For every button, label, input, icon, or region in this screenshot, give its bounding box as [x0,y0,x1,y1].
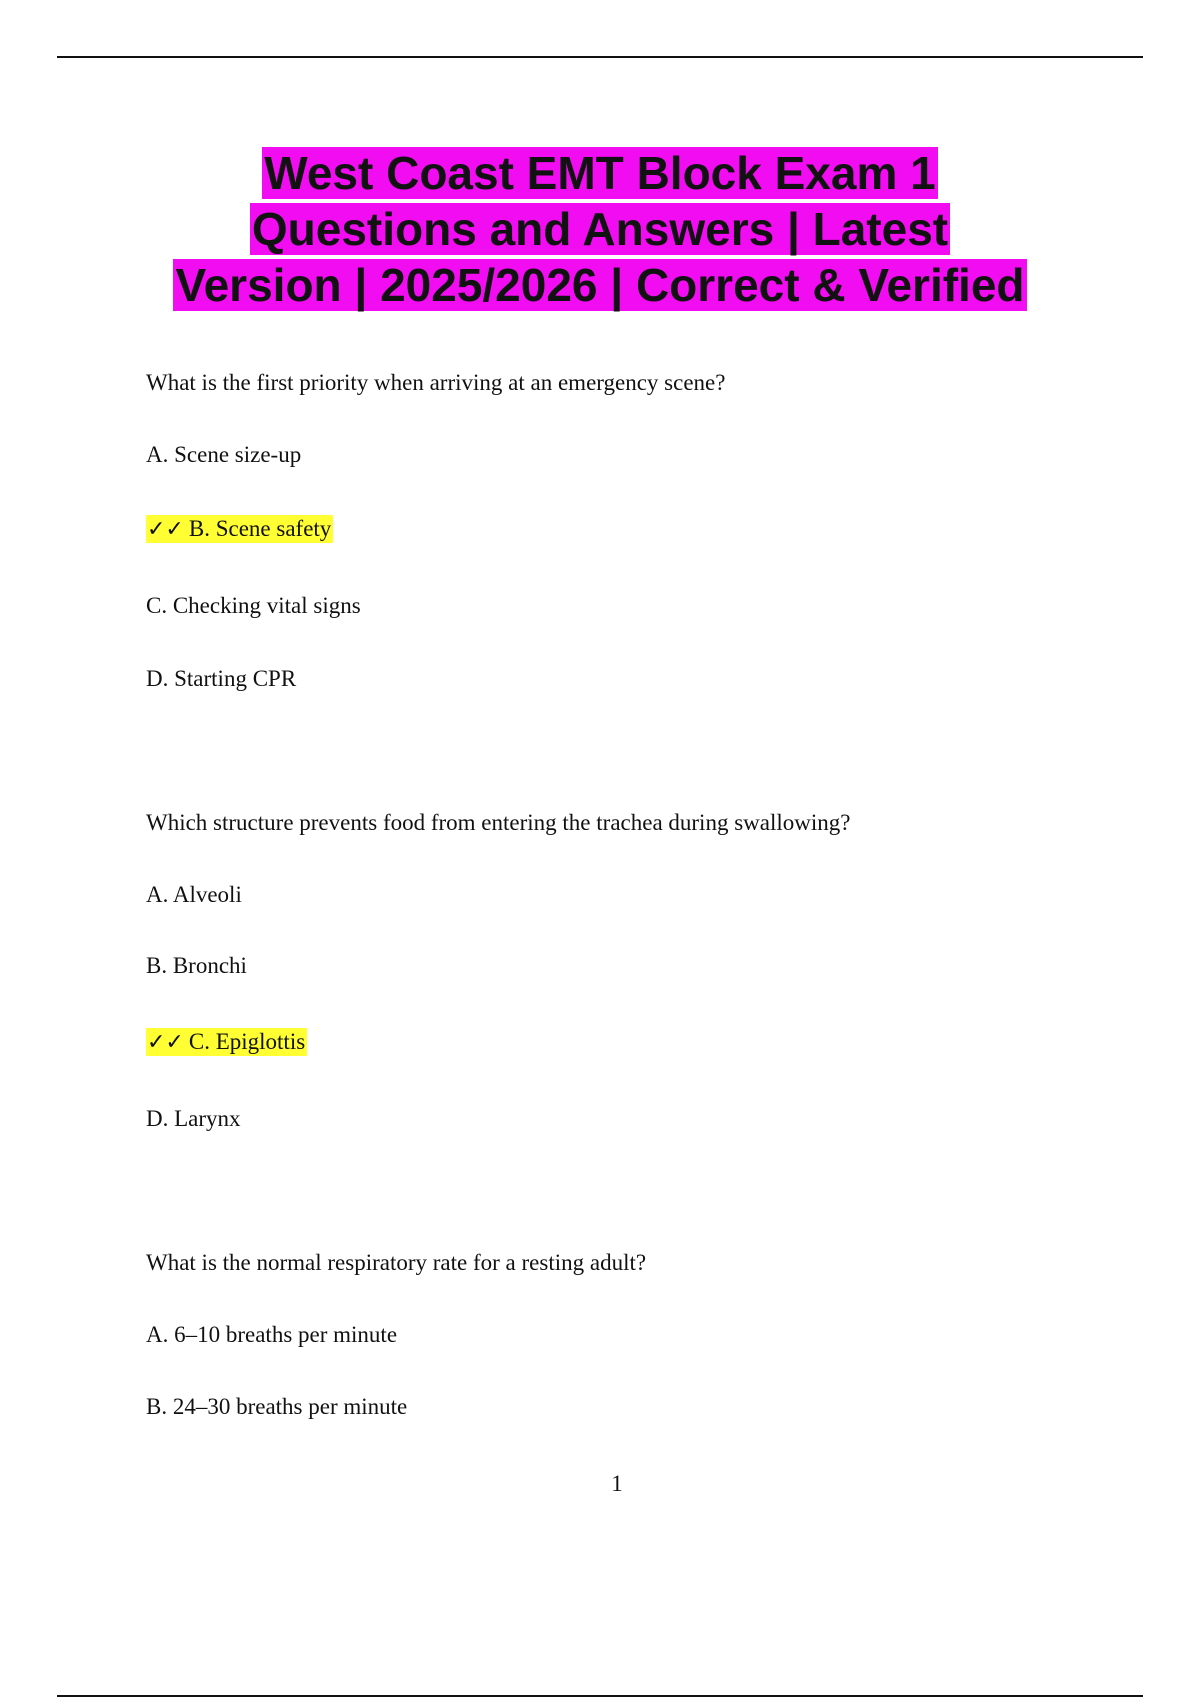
correct-answer-highlight [146,1028,307,1056]
question-3-text: What is the normal respiratory rate for a resting adult? [146,1250,647,1275]
question-1-text: What is the first priority when arriving at an emergency scene? [146,370,726,395]
page-number: 1 [611,1471,623,1496]
title-line-2: Questions and Answers | Latest [251,203,949,255]
double-check-icon: ✓✓ [147,517,184,542]
question-3-option-a: A. 6–10 breaths per minute [146,1322,398,1347]
correct-answer-text: C. Epiglottis [188,1029,306,1054]
question-2-option-a: A. Alveoli [146,882,242,907]
document-title [100,145,1100,313]
question-1-option-b [146,515,333,544]
question-1-option-c: C. Checking vital signs [146,593,361,618]
top-rule [57,56,1143,58]
question-1-option-d: D. Starting CPR [146,666,297,691]
double-check-icon: ✓✓ [147,1030,184,1055]
bottom-rule [57,1695,1143,1697]
question-3-option-b: B. 24–30 breaths per minute [146,1394,408,1419]
question-2-option-d: D. Larynx [146,1106,241,1131]
question-1-option-a: A. Scene size-up [146,442,302,467]
correct-answer-highlight [146,515,333,543]
question-2-text: Which structure prevents food from entering the trachea during swallowing? [146,810,851,835]
question-2-option-b: B. Bronchi [146,953,247,978]
question-2-option-c [146,1028,307,1057]
correct-answer-text: B. Scene safety [188,516,332,541]
title-line-1: West Coast EMT Block Exam 1 [264,147,936,199]
title-line-3: Version | 2025/2026 | Correct & Verified [175,259,1025,311]
